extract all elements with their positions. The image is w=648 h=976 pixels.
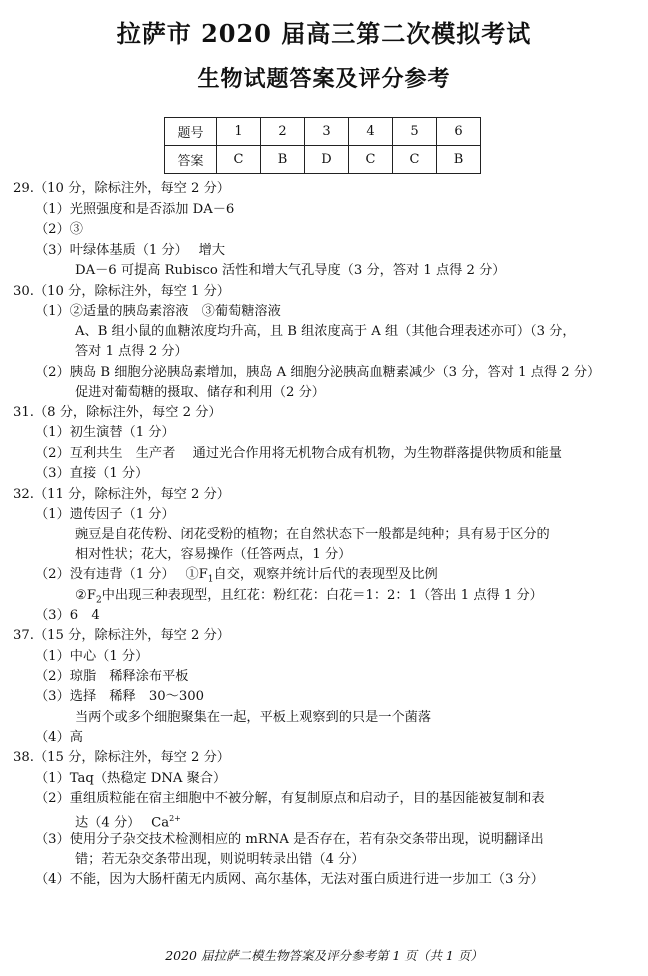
- table-cell: 2: [261, 118, 305, 146]
- answer-line: （2）琼脂 稀释涂布平板: [35, 669, 189, 684]
- answer-text: 自交，观察并统计后代的表现型及比例: [213, 567, 438, 582]
- answer-line: 促进对葡萄糖的摄取、储存和利用（2 分）: [75, 385, 325, 400]
- page-footer: 2020 届拉萨二模生物答案及评分参考第 1 页（共 1 页）: [165, 948, 483, 963]
- answer-line: A、B 组小鼠的血糖浓度均升高，且 B 组浓度高于 A 组（其他合理表述亦可）（3 分，: [75, 324, 576, 339]
- answer-line: （1）中心（1 分）: [35, 649, 149, 664]
- table-cell: 5: [393, 118, 437, 146]
- question-heading: 37.（15 分，除标注外，每空 2 分）: [13, 628, 230, 643]
- answer-text: ②F: [75, 588, 96, 603]
- question-heading: 32.（11 分，除标注外，每空 2 分）: [13, 487, 230, 502]
- table-cell: D: [305, 146, 349, 174]
- answer-line: （4）不能，因为大肠杆菌无内质网、高尔基体，无法对蛋白质进行进一步加工（3 分）: [35, 872, 544, 887]
- answer-table: [164, 117, 481, 174]
- answer-line: （4）高: [35, 730, 83, 745]
- answer-text: 达（4 分） Ca: [75, 815, 170, 831]
- superscript: 2+: [169, 814, 181, 823]
- table-row-label: 题号: [165, 118, 217, 146]
- table-cell: B: [437, 146, 481, 174]
- table-cell: 4: [349, 118, 393, 146]
- table-cell: C: [217, 146, 261, 174]
- question-heading: 29.（10 分，除标注外，每空 2 分）: [13, 181, 230, 196]
- question-heading: 30.（10 分，除标注外，每空 1 分）: [13, 284, 230, 299]
- table-cell: B: [261, 146, 305, 174]
- answer-line: （1）遗传因子（1 分）: [35, 507, 175, 522]
- answer-text: 中出现三种表现型，且红花：粉红花：白花＝1：2：1（答出 1 点得 1 分）: [101, 588, 543, 603]
- answer-line: [75, 810, 181, 832]
- subscript: 2: [95, 595, 102, 606]
- table-cell: 1: [217, 118, 261, 146]
- answer-table-answer-row: [165, 146, 481, 174]
- answer-line: （3）直接（1 分）: [35, 466, 149, 481]
- answer-line: [75, 587, 543, 610]
- answer-line: （1）②适量的胰岛素溶液 ③葡萄糖溶液: [35, 304, 281, 319]
- answer-line: 答对 1 点得 2 分）: [75, 344, 188, 359]
- exam-title: 拉萨市 2020 届高三第二次模拟考试: [116, 19, 532, 48]
- answer-line: （1）光照强度和是否添加 DA－6: [35, 202, 235, 217]
- answer-line: （2）重组质粒能在宿主细胞中不被分解，有复制原点和启动子，目的基因能被复制和表: [35, 791, 545, 806]
- answer-text: （2）没有违背（1 分） ①F: [35, 567, 208, 582]
- table-row-label: 答案: [165, 146, 217, 174]
- answer-line: DA－6 可提高 Rubisco 活性和增大气孔导度（3 分，答对 1 点得 2 分）: [75, 263, 506, 278]
- table-cell: 6: [437, 118, 481, 146]
- answer-line: [35, 566, 438, 589]
- table-cell: 3: [305, 118, 349, 146]
- question-heading: 31.（8 分，除标注外，每空 2 分）: [13, 405, 222, 420]
- table-cell: C: [393, 146, 437, 174]
- answer-line: （2）互利共生 生产者 通过光合作用将无机物合成有机物，为生物群落提供物质和能量: [35, 446, 562, 461]
- answer-line: （2）③: [35, 222, 83, 237]
- answer-line: （3）选择 稀释 30～300: [35, 689, 205, 704]
- answer-line: （1）初生演替（1 分）: [35, 425, 175, 440]
- answer-line: （3）6 4: [35, 608, 100, 623]
- answer-line: （1）Taq（热稳定 DNA 聚合）: [35, 771, 227, 786]
- answer-line: （3）使用分子杂交技术检测相应的 mRNA 是否存在，若有杂交条带出现，说明翻译出: [35, 832, 544, 847]
- answer-line: 豌豆是自花传粉、闭花受粉的植物；在自然状态下一般都是纯种；具有易于区分的: [75, 527, 550, 542]
- answer-line: 相对性状；花大，容易操作（任答两点，1 分）: [75, 547, 352, 562]
- answer-line: 错；若无杂交条带出现，则说明转录出错（4 分）: [75, 852, 365, 867]
- question-heading: 38.（15 分，除标注外，每空 2 分）: [13, 750, 230, 765]
- answer-line: （2）胰岛 B 细胞分泌胰岛素增加，胰岛 A 细胞分泌胰高血糖素减少（3 分，答对 1 点得 2 分）: [35, 365, 601, 380]
- table-cell: C: [349, 146, 393, 174]
- answer-line: （3）叶绿体基质（1 分） 增大: [35, 243, 226, 258]
- answer-key-subtitle: 生物试题答案及评分参考: [197, 66, 451, 92]
- answer-table-number-row: [165, 118, 481, 146]
- subscript: 1: [207, 574, 214, 585]
- answer-line: 当两个或多个细胞聚集在一起，平板上观察到的只是一个菌落: [75, 710, 432, 725]
